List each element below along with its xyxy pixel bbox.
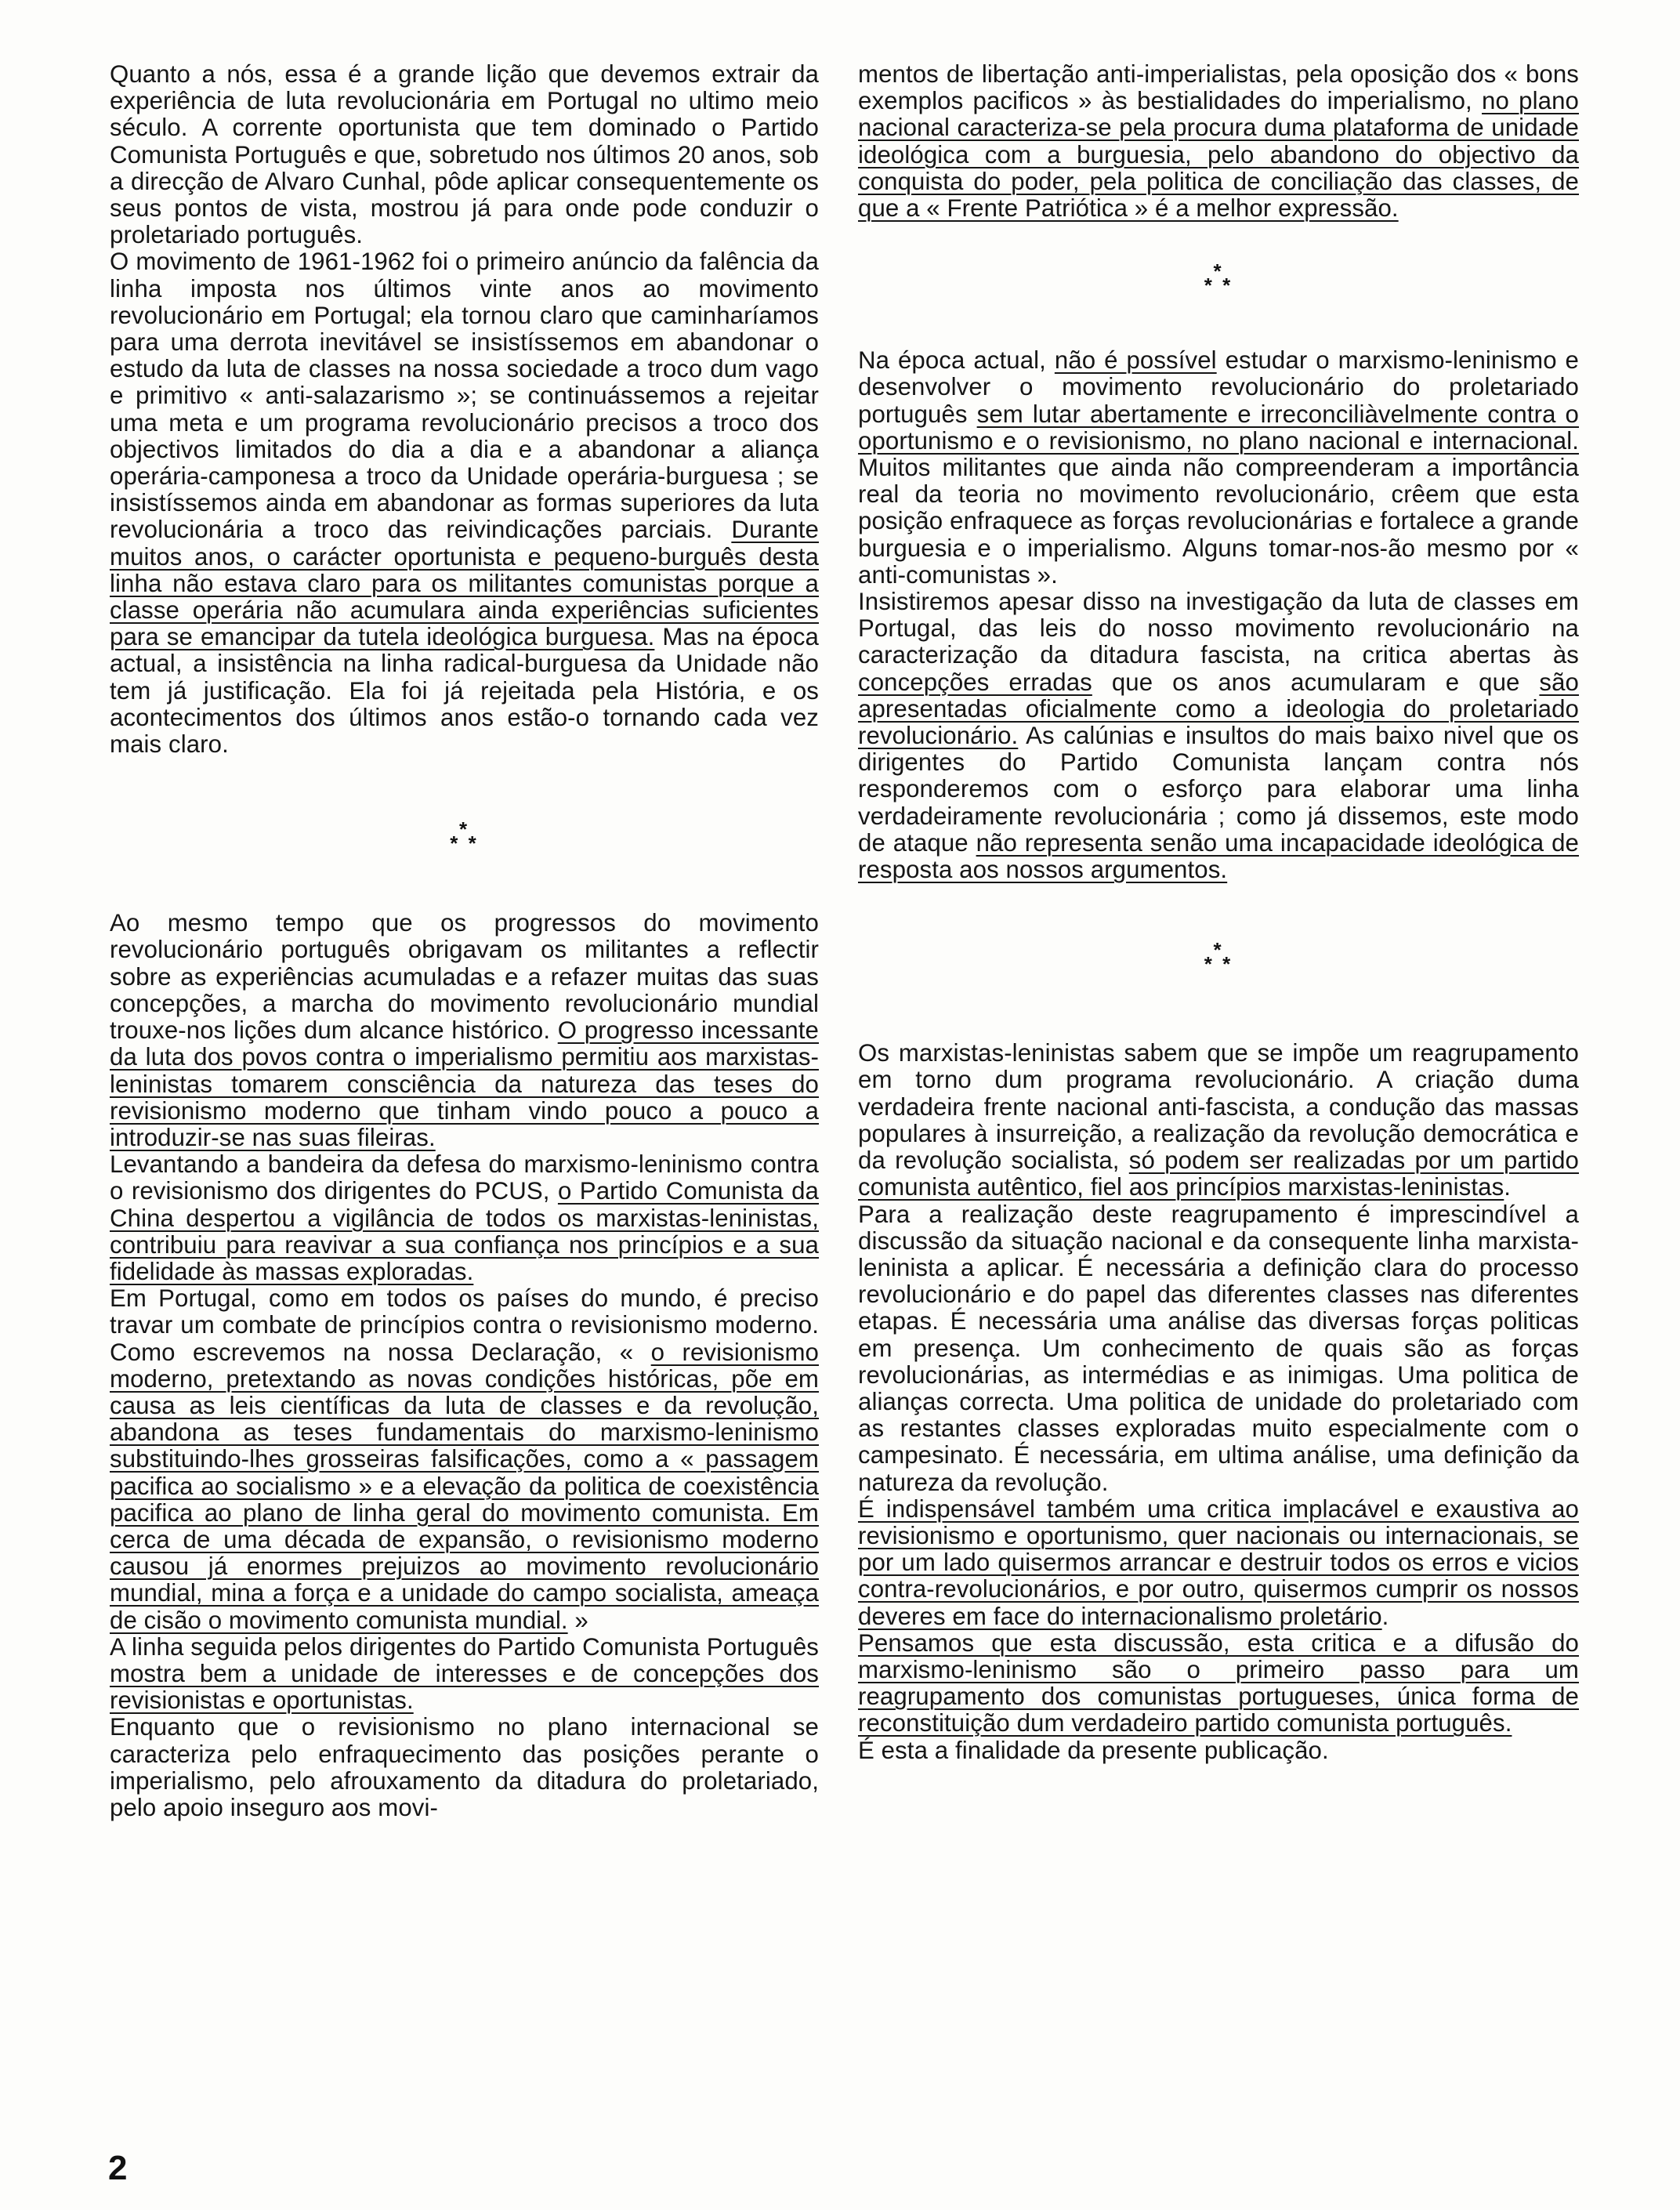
section-separator: * * * [1204,259,1233,298]
paragraph-mentos: mentos de libertação anti-imperialistas, pela oposição dos « bons exemplos pacificos » às bestialidades do imperialismo, no plano nacional caracteriza-se pela procura duma plataforma de unidade ideológica com a burguesia, pelo abandono do objectivo da conquista do poder, pela politica de conciliação das classes, de que a « Frente Patriótica » é a melhor expressão. [858,60,1579,223]
underlined-passage: não representa senão uma incapacidade ideológica de resposta aos nossos argumentos. [858,828,1579,884]
paragraph-declaracao: Em Portugal, como em todos os países do mundo, é preciso travar um combate de princípios contra o revisionismo moderno. Como escrevemos na nossa Declaração, « o revisionismo moderno, pretextando as novas condições históricas, põe em causa as leis científicas da luta de classes e da revolução, abandona as teses fundamentais do marxismo-leninismo substituindo-lhes grosseiras falsificações, como a « passagem pacifica ao socialismo » e a elevação da politica de coexistência pacifica ao plano de linha geral do movimento comunista. Em cerca de uma década de expansão, o revisionismo moderno causou já enormes prejuizos ao movimento revolucionário mundial, mina a força e a unidade do campo socialista, ameaça de cisão o movimento comunista mundial. » [110,1284,819,1634]
underlined-passage: são apresentadas oficialmente como a ideologia do proletariado revolucionário. [858,668,1580,750]
underlined-passage: Durante muitos anos, o carácter oportunista e pequeno-burguês desta linha não estava claro para os militantes comunistas porque a classe operária não acumulara ainda experiências suficientes para se emancipar da tutela ideológica burguesa. [110,516,819,651]
paragraph-enquanto: Enquanto que o revisionismo no plano internacional se caracteriza pelo enfraquecimento das posições perante o imperialismo, pelo afrouxamento da ditadura do proletariado, pelo apoio inseguro aos movi- [110,1713,819,1821]
page-number: 2 [108,2149,128,2187]
paragraph-realizacao: Para a realização deste reagrupamento é imprescindível a discussão da situação nacional e da consequente linha marxista-leninista a aplicar. É necessária a definição clara do processo revolucionário e do papel das diferentes classes nas diferentes etapas. É necessária uma análise das diversas forças politicas em presença. Um conhecimento de quais são as forças revolucionárias, as intermédias e as inimigas. Uma politica de alianças correcta. Uma politica de unidade do proletariado com as restantes classes exploradas muito especialmente com o campesinato. É necessária, em ultima análise, uma definição da natureza da revolução. [858,1200,1579,1496]
paragraph-epoca-actual: Na época actual, não é possível estudar o marxismo-leninismo e desenvolver o movimento revolucionário do proletariado português sem lutar abertamente e irreconciliàvelmente contra o oportunismo e o revisionismo, no plano nacional e internacional. Muitos militantes que ainda não compreenderam a importância real da teoria no movimento revolucionário, crêem que esta posição enfraquece as forças revolucionárias e fortalece a grande burguesia e o imperialismo. Alguns tomar-nos-ão mesmo por « anti-comunistas ». [858,346,1579,589]
paragraph-bandeira: Levantando a bandeira da defesa do marxismo-leninismo contra o revisionismo dos dirigentes do PCUS, o Partido Comunista da China despertou a vigilância de todos os marxistas-leninistas, contribuiu para reavivar a sua confiança nos princípios e a sua fidelidade às massas exploradas. [110,1150,819,1285]
paragraph-indispensavel: É indispensável também uma critica implacável e exaustiva ao revisionismo e oportunismo, quer nacionais ou internacionais, se por um lado quisermos arrancar e destruir todos os erros e vicios contra-revolucionários, e por outro, quisermos cumprir os nossos deveres em face do internacionalismo proletário. [858,1494,1579,1630]
paragraph-movimento-1961: O movimento de 1961-1962 foi o primeiro anúncio da falência da linha imposta nos últimos vinte anos ao movimento revolucionário em Portugal; ela tornou claro que caminharíamos para uma derrota inevitável se insistíssemos em abandonar o estudo da luta de classes na nossa sociedade a troco dum vago e primitivo « anti-salazarismo »; se continuássemos a rejeitar uma meta e um programa revolucionário precisos a troco dos objectivos limitados do dia a dia e a abandonar a aliança operária-camponesa a troco da Unidade operária-burguesa ; se insistíssemos ainda em abandonar as formas superiores da luta revolucionária a troco das reivindicações parciais. Durante muitos anos, o carácter oportunista e pequeno-burguês desta linha não estava claro para os militantes comunistas porque a classe operária não acumulara ainda experiências suficientes para se emancipar da tutela ideológica burguesa. Mas na época actual, a insistência na linha radical-burguesa da Unidade não tem já justificação. Ela foi já rejeitada pela História, e os acontecimentos dos últimos anos estão-o tornando cada vez mais claro. [110,248,819,759]
underlined-passage: o revisionismo moderno, pretextando as novas condições históricas, põe em causa as leis científicas da luta de classes e da revolução, abandona as teses fundamentais do marxismo-leninismo substituindo-lhes grosseiras falsificações, como a « passagem pacifica ao socialismo » e a elevação da politica de coexistência pacifica ao plano de linha geral do movimento comunista. Em cerca de uma década de expansão, o revisionismo moderno causou já enormes prejuizos ao movimento revolucionário mundial, mina a força e a unidade do campo socialista, ameaça de cisão o movimento comunista mundial. [110,1338,819,1634]
underlined-passage: sem lutar abertamente e irreconciliàvelmente contra o oportunismo e o revisionismo, no plano nacional e internacional. [858,400,1579,455]
paragraph-finalidade: É esta a finalidade da presente publicação. [858,1736,1329,1764]
paragraph-linha-seguida: A linha seguida pelos dirigentes do Partido Comunista Português mostra bem a unidade de interesses e de concepções dos revisionistas e oportunistas. [110,1632,819,1715]
underlined-passage: só podem ser realizadas por um partido comunista autêntico, fiel aos princípios marxistas-leninistas [858,1147,1579,1201]
paragraph-pensamos [858,1630,1579,1737]
underlined-passage: É indispensável também uma critica implacável e exaustiva ao revisionismo e oportunismo, quer nacionais ou internacionais, se por um lado quisermos arrancar e destruir todos os erros e vicios contra-revolucionários, e por outro, quisermos cumprir os nossos deveres em face do internacionalismo proletário [858,1494,1579,1630]
underlined-passage: no plano nacional caracteriza-se pela procura duma plataforma de unidade ideológica com a burguesia, pelo abandono do objectivo da conquista do poder, pela politica de conciliação das classes, de que a « Frente Patriótica » é a melhor expressão. [858,87,1579,223]
underlined-passage: não é possível [1054,346,1217,375]
section-separator: * * * [450,817,479,856]
paragraph-insistiremos: Insistiremos apesar disso na investigação da luta de classes em Portugal, das leis do nosso movimento revolucionário na caracterização da ditadura fascista, na critica abertas às concepções erradas que os anos acumularam e que são apresentadas oficialmente como a ideologia do proletariado revolucionário. As calúnias e insultos do mais baixo nivel que os dirigentes do Partido Comunista lançam contra nós responderemos com o esforço para elaborar uma linha verdadeiramente revolucionária ; como já dissemos, este modo de ataque não representa senão uma incapacidade ideológica de resposta aos nossos argumentos. [858,588,1580,884]
section-separator: * * * [1204,938,1233,976]
paragraph-progressos: Ao mesmo tempo que os progressos do movimento revolucionário português obrigavam os militantes a reflectir sobre as experiências acumuladas e a refazer muitas das suas concepções, a marcha do movimento revolucionário mundial trouxe-nos lições dum alcance histórico. O progresso incessante da luta dos povos contra o imperialismo permitiu aos marxistas-leninistas tomarem consciência da natureza das teses do revisionismo moderno que tinham vindo pouco a pouco a introduzir-se nas suas fileiras. [110,909,819,1151]
paragraph-licao: Quanto a nós, essa é a grande lição que devemos extrair da experiência de luta revolucionária em Portugal no ultimo meio século. A corrente oportunista que tem dominado o Partido Comunista Português e que, sobretudo nos últimos 20 anos, sob a direcção de Alvaro Cunhal, pôde aplicar consequentemente os seus pontos de vista, mostrou já para onde pode conduzir o proletariado português. [110,60,819,249]
right-column [858,61,1579,1764]
paragraph-reagrupamento: Os marxistas-leninistas sabem que se impõe um reagrupamento em torno dum programa revolucionário. A criação duma verdadeira frente nacional anti-fascista, a condução das massas populares à insurreição, a realização da revolução democrática e da revolução socialista, só podem ser realizadas por um partido comunista autêntico, fiel aos princípios marxistas-leninistas. [858,1039,1579,1201]
underlined-passage: O progresso incessante da luta dos povos contra o imperialismo permitiu aos marxistas-leninistas tomarem consciência da natureza das teses do revisionismo moderno que tinham vindo pouco a pouco a introduzir-se nas suas fileiras. [110,1016,819,1151]
underlined-passage: o Partido Comunista da China despertou a vigilância de todos os marxistas-leninistas, contribuiu para reavivar a sua confiança nos princípios e a sua fidelidade às massas exploradas. [110,1177,819,1285]
underlined-passage: concepções erradas [858,668,1092,696]
underlined-passage: mostra bem a unidade de interesses e de concepções dos revisionistas e oportunistas. [110,1659,819,1715]
underlined-passage: Pensamos que esta discussão, esta critica e a difusão do marxismo-leninismo são o primeiro passo para um reagrupamento dos comunistas portugueses, única forma de reconstituição dum verdadeiro partido comunista português. [858,1629,1579,1737]
left-column [110,61,819,1821]
